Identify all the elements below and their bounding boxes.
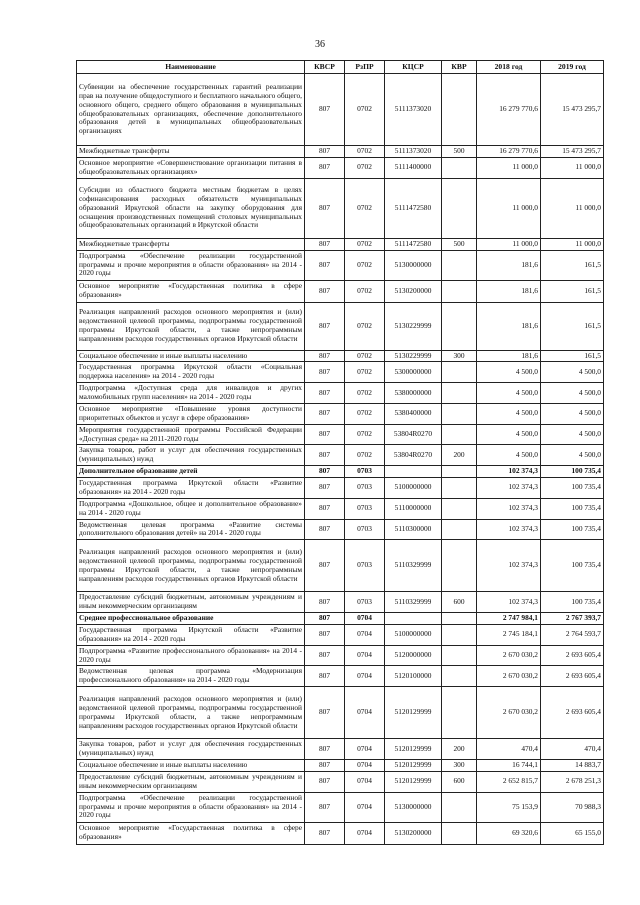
cell-kvsr: 807 bbox=[305, 424, 345, 445]
cell-kvr bbox=[442, 250, 477, 280]
table-row bbox=[77, 592, 604, 613]
cell-kvsr: 807 bbox=[305, 250, 345, 280]
cell-2019: 11 000,0 bbox=[541, 157, 604, 178]
cell-kvsr: 807 bbox=[305, 771, 345, 792]
cell-rzpr: 0704 bbox=[345, 613, 385, 625]
cell-2019: 4 500,0 bbox=[541, 403, 604, 424]
cell-rzpr: 0702 bbox=[345, 280, 385, 302]
cell-2019: 4 500,0 bbox=[541, 445, 604, 466]
col-header-name: Наименование bbox=[77, 61, 305, 74]
col-header-rzpr: РзПР bbox=[345, 61, 385, 74]
cell-2019: 100 735,4 bbox=[541, 466, 604, 478]
cell-name: Основное мероприятие «Совершенствование организации питания в общеобразовательных организациях» bbox=[77, 157, 305, 178]
cell-kvsr: 807 bbox=[305, 302, 345, 350]
table-row bbox=[77, 771, 604, 792]
cell-kvr bbox=[442, 280, 477, 302]
cell-name: Основное мероприятие «Государственная политика в сфере образования» bbox=[77, 822, 305, 844]
cell-kcsr: 53804R0270 bbox=[385, 445, 442, 466]
cell-kvr bbox=[442, 519, 477, 540]
cell-2019: 11 000,0 bbox=[541, 238, 604, 250]
col-header-2019: 2019 год bbox=[541, 61, 604, 74]
cell-2019: 4 500,0 bbox=[541, 383, 604, 404]
cell-kvsr: 807 bbox=[305, 362, 345, 383]
cell-2018: 11 000,0 bbox=[477, 157, 541, 178]
cell-name: Среднее профессиональное образование bbox=[77, 613, 305, 625]
cell-kvsr: 807 bbox=[305, 645, 345, 666]
cell-2018: 69 320,6 bbox=[477, 822, 541, 844]
cell-name: Закупка товаров, работ и услуг для обеспечения государственных (муниципальных) нужд bbox=[77, 739, 305, 760]
cell-kcsr: 53804R0270 bbox=[385, 424, 442, 445]
cell-2019: 15 473 295,7 bbox=[541, 146, 604, 158]
cell-kcsr: 5130229999 bbox=[385, 302, 442, 350]
cell-kcsr: 5130229999 bbox=[385, 350, 442, 362]
cell-2018: 102 374,3 bbox=[477, 466, 541, 478]
cell-kcsr bbox=[385, 466, 442, 478]
table-row bbox=[77, 540, 604, 592]
cell-rzpr: 0703 bbox=[345, 592, 385, 613]
table-row bbox=[77, 498, 604, 519]
col-header-kvsr: КВСР bbox=[305, 61, 345, 74]
cell-kvsr: 807 bbox=[305, 403, 345, 424]
cell-kvsr: 807 bbox=[305, 592, 345, 613]
cell-kcsr: 5130200000 bbox=[385, 280, 442, 302]
cell-kvr bbox=[442, 383, 477, 404]
cell-2018: 4 500,0 bbox=[477, 424, 541, 445]
cell-kcsr: 5120129999 bbox=[385, 771, 442, 792]
cell-kvr bbox=[442, 666, 477, 687]
cell-name: Закупка товаров, работ и услуг для обеспечения государственных (муниципальных) нужд bbox=[77, 445, 305, 466]
cell-rzpr: 0702 bbox=[345, 350, 385, 362]
table-row bbox=[77, 302, 604, 350]
cell-kvsr: 807 bbox=[305, 478, 345, 499]
cell-kvr bbox=[442, 822, 477, 844]
cell-kvr bbox=[442, 540, 477, 592]
cell-kcsr: 5130000000 bbox=[385, 250, 442, 280]
cell-name: Основное мероприятие «Государственная политика в сфере образования» bbox=[77, 280, 305, 302]
cell-kvsr: 807 bbox=[305, 822, 345, 844]
cell-name: Основное мероприятие «Повышение уровня доступности приоритетных объектов и услуг в сфере образования» bbox=[77, 403, 305, 424]
cell-2019: 70 988,3 bbox=[541, 792, 604, 822]
cell-2018: 102 374,3 bbox=[477, 592, 541, 613]
cell-name: Социальное обеспечение и иные выплаты населению bbox=[77, 350, 305, 362]
cell-rzpr: 0703 bbox=[345, 498, 385, 519]
table-row bbox=[77, 687, 604, 739]
cell-2018: 4 500,0 bbox=[477, 445, 541, 466]
cell-rzpr: 0703 bbox=[345, 478, 385, 499]
cell-rzpr: 0702 bbox=[345, 178, 385, 238]
cell-kvr bbox=[442, 498, 477, 519]
cell-name: Межбюджетные трансферты bbox=[77, 146, 305, 158]
cell-kvr bbox=[442, 403, 477, 424]
cell-kvsr: 807 bbox=[305, 466, 345, 478]
cell-2018: 75 153,9 bbox=[477, 792, 541, 822]
col-header-kcsr: КЦСР bbox=[385, 61, 442, 74]
cell-kvsr: 807 bbox=[305, 759, 345, 771]
cell-2019: 161,5 bbox=[541, 302, 604, 350]
cell-kcsr: 5120129999 bbox=[385, 687, 442, 739]
cell-kvr bbox=[442, 302, 477, 350]
cell-kvr: 600 bbox=[442, 771, 477, 792]
table-row bbox=[77, 74, 604, 146]
cell-kvr: 500 bbox=[442, 238, 477, 250]
budget-table bbox=[76, 60, 604, 845]
table-row bbox=[77, 250, 604, 280]
cell-2018: 4 500,0 bbox=[477, 383, 541, 404]
cell-rzpr: 0702 bbox=[345, 146, 385, 158]
col-header-2018: 2018 год bbox=[477, 61, 541, 74]
cell-kcsr: 5130000000 bbox=[385, 792, 442, 822]
cell-2018: 11 000,0 bbox=[477, 178, 541, 238]
cell-kcsr: 5380000000 bbox=[385, 383, 442, 404]
cell-2019: 100 735,4 bbox=[541, 540, 604, 592]
cell-kvr bbox=[442, 466, 477, 478]
cell-2019: 100 735,4 bbox=[541, 478, 604, 499]
cell-rzpr: 0702 bbox=[345, 383, 385, 404]
cell-name: Предоставление субсидий бюджетным, автономным учреждениям и иным некоммерческим организациям bbox=[77, 592, 305, 613]
cell-2018: 102 374,3 bbox=[477, 519, 541, 540]
cell-name: Государственная программа Иркутской области «Развитие образования» на 2014 - 2020 годы bbox=[77, 624, 305, 645]
table-row bbox=[77, 157, 604, 178]
cell-kvr: 200 bbox=[442, 445, 477, 466]
cell-2018: 2 747 984,1 bbox=[477, 613, 541, 625]
col-header-kvr: КВР bbox=[442, 61, 477, 74]
cell-name: Межбюджетные трансферты bbox=[77, 238, 305, 250]
cell-2019: 161,5 bbox=[541, 250, 604, 280]
table-row bbox=[77, 645, 604, 666]
cell-2019: 2 764 593,7 bbox=[541, 624, 604, 645]
cell-kvsr: 807 bbox=[305, 540, 345, 592]
cell-2019: 4 500,0 bbox=[541, 424, 604, 445]
cell-kcsr: 5111373020 bbox=[385, 146, 442, 158]
cell-kvsr: 807 bbox=[305, 146, 345, 158]
cell-kvsr: 807 bbox=[305, 350, 345, 362]
cell-kcsr: 5111472580 bbox=[385, 238, 442, 250]
cell-kcsr: 5120129999 bbox=[385, 739, 442, 760]
cell-rzpr: 0704 bbox=[345, 759, 385, 771]
cell-2018: 2 670 030,2 bbox=[477, 666, 541, 687]
cell-rzpr: 0704 bbox=[345, 666, 385, 687]
cell-name: Подпрограмма «Обеспечение реализации государственной программы и прочие мероприятия в области образования» на 2014 - 2020 годы bbox=[77, 250, 305, 280]
cell-2019: 4 500,0 bbox=[541, 362, 604, 383]
cell-kvr bbox=[442, 792, 477, 822]
cell-2018: 181,6 bbox=[477, 350, 541, 362]
cell-name: Подпрограмма «Развитие профессионального образования» на 2014 - 2020 годы bbox=[77, 645, 305, 666]
cell-kvsr: 807 bbox=[305, 519, 345, 540]
cell-rzpr: 0702 bbox=[345, 238, 385, 250]
table-row bbox=[77, 478, 604, 499]
cell-name: Реализация направлений расходов основного мероприятия и (или) ведомственной целевой программы, подпрограммы государственной программы Иркутской области, а также непрограммным направлениям расходов государственных органов Иркутской области bbox=[77, 687, 305, 739]
cell-name: Подпрограмма «Дошкольное, общее и дополнительное образование» на 2014 - 2020 годы bbox=[77, 498, 305, 519]
cell-2019: 2 693 605,4 bbox=[541, 687, 604, 739]
table-header-row bbox=[77, 61, 604, 74]
cell-2018: 181,6 bbox=[477, 302, 541, 350]
cell-name: Мероприятия государственной программы Российской Федерации «Доступная среда» на 2011-2020 годы bbox=[77, 424, 305, 445]
cell-2019: 14 883,7 bbox=[541, 759, 604, 771]
cell-rzpr: 0702 bbox=[345, 74, 385, 146]
table-row bbox=[77, 424, 604, 445]
table-row bbox=[77, 350, 604, 362]
cell-2018: 16 744,1 bbox=[477, 759, 541, 771]
cell-kvsr: 807 bbox=[305, 613, 345, 625]
table-row bbox=[77, 280, 604, 302]
cell-2019: 100 735,4 bbox=[541, 498, 604, 519]
cell-name: Субвенции на обеспечение государственных гарантий реализации прав на получение общедоступного и бесплатного начального общего, основного общего, среднего общего образования в муниципальных общеобразовательных организациях, обеспечение дополнительного образования детей в муниципальных общеобразовательных организациях bbox=[77, 74, 305, 146]
cell-kvsr: 807 bbox=[305, 624, 345, 645]
cell-rzpr: 0703 bbox=[345, 466, 385, 478]
cell-2018: 2 652 815,7 bbox=[477, 771, 541, 792]
cell-kvsr: 807 bbox=[305, 666, 345, 687]
cell-kvsr: 807 bbox=[305, 280, 345, 302]
cell-rzpr: 0704 bbox=[345, 687, 385, 739]
cell-kvr bbox=[442, 687, 477, 739]
cell-2018: 4 500,0 bbox=[477, 362, 541, 383]
cell-name: Предоставление субсидий бюджетным, автономным учреждениям и иным некоммерческим организациям bbox=[77, 771, 305, 792]
cell-kcsr: 5120000000 bbox=[385, 645, 442, 666]
cell-2018: 181,6 bbox=[477, 250, 541, 280]
cell-kvsr: 807 bbox=[305, 383, 345, 404]
cell-kvsr: 807 bbox=[305, 238, 345, 250]
cell-2018: 16 279 770,6 bbox=[477, 146, 541, 158]
cell-2018: 470,4 bbox=[477, 739, 541, 760]
table-row bbox=[77, 146, 604, 158]
cell-kvsr: 807 bbox=[305, 498, 345, 519]
cell-kvr bbox=[442, 74, 477, 146]
cell-kvr bbox=[442, 178, 477, 238]
cell-2018: 2 670 030,2 bbox=[477, 645, 541, 666]
cell-rzpr: 0702 bbox=[345, 157, 385, 178]
cell-kvr bbox=[442, 645, 477, 666]
cell-rzpr: 0704 bbox=[345, 771, 385, 792]
cell-2019: 100 735,4 bbox=[541, 519, 604, 540]
table-row bbox=[77, 519, 604, 540]
cell-kvsr: 807 bbox=[305, 739, 345, 760]
cell-rzpr: 0702 bbox=[345, 403, 385, 424]
cell-2018: 11 000,0 bbox=[477, 238, 541, 250]
cell-2019: 15 473 295,7 bbox=[541, 74, 604, 146]
cell-2018: 181,6 bbox=[477, 280, 541, 302]
cell-rzpr: 0702 bbox=[345, 424, 385, 445]
cell-rzpr: 0704 bbox=[345, 822, 385, 844]
cell-2018: 4 500,0 bbox=[477, 403, 541, 424]
cell-2018: 16 279 770,6 bbox=[477, 74, 541, 146]
cell-kcsr: 5380400000 bbox=[385, 403, 442, 424]
table-row bbox=[77, 822, 604, 844]
cell-2018: 102 374,3 bbox=[477, 498, 541, 519]
cell-kcsr: 5111472580 bbox=[385, 178, 442, 238]
cell-2019: 2 767 393,7 bbox=[541, 613, 604, 625]
cell-rzpr: 0702 bbox=[345, 445, 385, 466]
cell-name: Социальное обеспечение и иные выплаты населению bbox=[77, 759, 305, 771]
cell-kcsr: 5100000000 bbox=[385, 478, 442, 499]
cell-kvr bbox=[442, 362, 477, 383]
cell-kvr bbox=[442, 478, 477, 499]
table-row bbox=[77, 466, 604, 478]
cell-name: Ведомственная целевая программа «Развитие системы дополнительного образования детей» на 2014 - 2020 годы bbox=[77, 519, 305, 540]
cell-kvr bbox=[442, 424, 477, 445]
cell-name: Ведомственная целевая программа «Модернизация профессионального образования» на 2014 - 2020 годы bbox=[77, 666, 305, 687]
cell-kvsr: 807 bbox=[305, 178, 345, 238]
cell-2019: 65 155,0 bbox=[541, 822, 604, 844]
cell-kcsr: 5110300000 bbox=[385, 519, 442, 540]
table-row bbox=[77, 445, 604, 466]
cell-2018: 102 374,3 bbox=[477, 478, 541, 499]
cell-kvr: 200 bbox=[442, 739, 477, 760]
cell-name: Субсидии из областного бюджета местным бюджетам в целях софинансирования расходных обязательств муниципальных образований Иркутской области на закупку оборудования для оснащения производственных помещений столовых муниципальных общеобразовательных организаций в Иркутской области bbox=[77, 178, 305, 238]
cell-rzpr: 0704 bbox=[345, 792, 385, 822]
cell-rzpr: 0703 bbox=[345, 519, 385, 540]
cell-rzpr: 0702 bbox=[345, 250, 385, 280]
cell-2019: 161,5 bbox=[541, 350, 604, 362]
table-row bbox=[77, 178, 604, 238]
cell-rzpr: 0704 bbox=[345, 645, 385, 666]
table-row bbox=[77, 383, 604, 404]
cell-kcsr: 5100000000 bbox=[385, 624, 442, 645]
cell-2018: 2 670 030,2 bbox=[477, 687, 541, 739]
table-row bbox=[77, 403, 604, 424]
cell-kcsr: 5110329999 bbox=[385, 592, 442, 613]
cell-kcsr: 5300000000 bbox=[385, 362, 442, 383]
cell-name: Подпрограмма «Доступная среда для инвалидов и других маломобильных групп населения» на 2014 - 2020 годы bbox=[77, 383, 305, 404]
table-row bbox=[77, 624, 604, 645]
cell-kvr: 300 bbox=[442, 350, 477, 362]
cell-name: Государственная программа Иркутской области «Социальная поддержка населения» на 2014 - 2020 годы bbox=[77, 362, 305, 383]
table-row bbox=[77, 759, 604, 771]
table-body bbox=[77, 74, 604, 845]
table-row bbox=[77, 792, 604, 822]
cell-kvr bbox=[442, 624, 477, 645]
cell-kcsr: 5120129999 bbox=[385, 759, 442, 771]
cell-kcsr: 5130200000 bbox=[385, 822, 442, 844]
cell-rzpr: 0704 bbox=[345, 739, 385, 760]
cell-kcsr: 5120100000 bbox=[385, 666, 442, 687]
cell-2019: 2 693 605,4 bbox=[541, 645, 604, 666]
cell-2018: 2 745 184,1 bbox=[477, 624, 541, 645]
cell-kvr: 500 bbox=[442, 146, 477, 158]
cell-2019: 2 693 605,4 bbox=[541, 666, 604, 687]
cell-kcsr bbox=[385, 613, 442, 625]
cell-rzpr: 0703 bbox=[345, 540, 385, 592]
cell-2019: 100 735,4 bbox=[541, 592, 604, 613]
cell-2019: 470,4 bbox=[541, 739, 604, 760]
cell-kcsr: 5110000000 bbox=[385, 498, 442, 519]
cell-kcsr: 5111400000 bbox=[385, 157, 442, 178]
table-row bbox=[77, 739, 604, 760]
table-row bbox=[77, 613, 604, 625]
cell-rzpr: 0702 bbox=[345, 362, 385, 383]
cell-rzpr: 0704 bbox=[345, 624, 385, 645]
page-number: 36 bbox=[315, 39, 325, 50]
cell-kvsr: 807 bbox=[305, 157, 345, 178]
cell-name: Подпрограмма «Обеспечение реализации государственной программы и прочие мероприятия в области образования» на 2014 - 2020 годы bbox=[77, 792, 305, 822]
table-row bbox=[77, 666, 604, 687]
cell-name: Реализация направлений расходов основного мероприятия и (или) ведомственной целевой программы, подпрограммы государственной программы Иркутской области, а также непрограммным направлениям расходов государственных органов Иркутской области bbox=[77, 302, 305, 350]
cell-kvr bbox=[442, 613, 477, 625]
cell-2018: 102 374,3 bbox=[477, 540, 541, 592]
cell-2019: 11 000,0 bbox=[541, 178, 604, 238]
cell-rzpr: 0702 bbox=[345, 302, 385, 350]
cell-name: Реализация направлений расходов основного мероприятия и (или) ведомственной целевой программы, подпрограммы государственной программы Иркутской области, а также непрограммным направлениям расходов государственных органов Иркутской области bbox=[77, 540, 305, 592]
cell-kvr: 300 bbox=[442, 759, 477, 771]
cell-name: Дополнительное образование детей bbox=[77, 466, 305, 478]
cell-kvsr: 807 bbox=[305, 687, 345, 739]
cell-kcsr: 5110329999 bbox=[385, 540, 442, 592]
cell-2019: 2 678 251,3 bbox=[541, 771, 604, 792]
cell-kvsr: 807 bbox=[305, 445, 345, 466]
cell-kvsr: 807 bbox=[305, 74, 345, 146]
cell-name: Государственная программа Иркутской области «Развитие образования» на 2014 - 2020 годы bbox=[77, 478, 305, 499]
cell-kvsr: 807 bbox=[305, 792, 345, 822]
table-row bbox=[77, 238, 604, 250]
table-row bbox=[77, 362, 604, 383]
cell-2019: 161,5 bbox=[541, 280, 604, 302]
cell-kvr bbox=[442, 157, 477, 178]
cell-kcsr: 5111373020 bbox=[385, 74, 442, 146]
cell-kvr: 600 bbox=[442, 592, 477, 613]
